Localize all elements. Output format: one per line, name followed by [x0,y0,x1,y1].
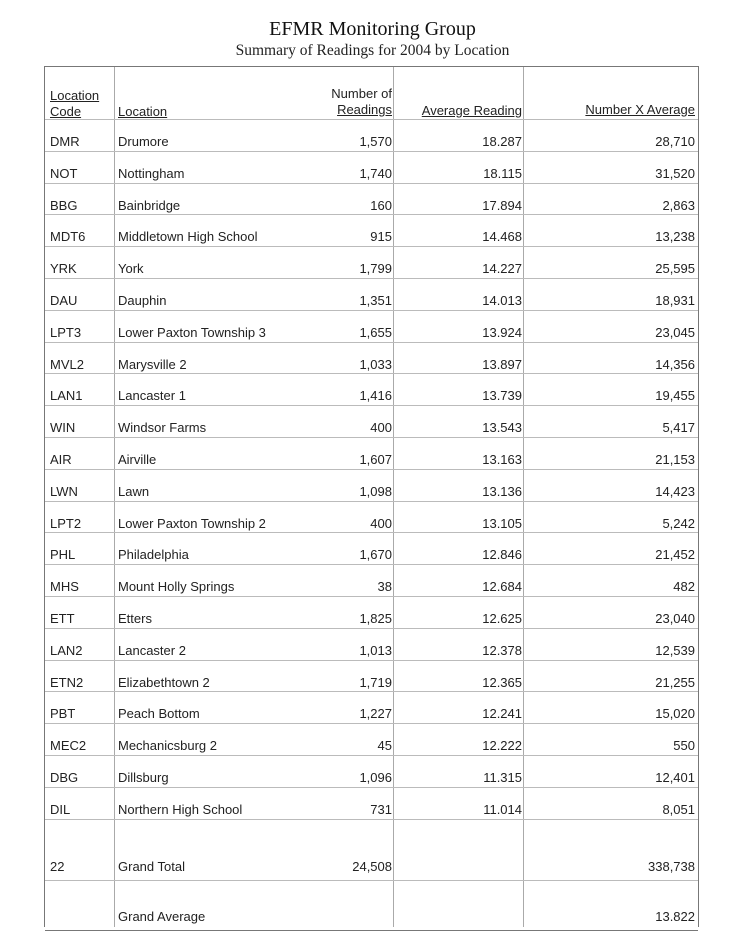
table-row [45,564,698,597]
location-name: York [118,261,144,277]
location-name: Peach Bottom [118,706,200,722]
number-of-readings: 1,033 [359,356,392,372]
header-number-x-average: Number X Average [585,102,695,117]
location-code: DBG [50,770,79,785]
number-of-readings: 1,416 [359,388,392,404]
number-of-readings: 915 [370,229,392,245]
location-name: Middletown High School [118,229,258,245]
location-code: LPT2 [50,515,82,531]
average-reading: 14.013 [482,293,522,308]
document-subtitle: Summary of Readings for 2004 by Location [235,42,510,59]
number-x-average: 550 [673,738,695,754]
number-x-average: 23,040 [655,611,695,626]
location-name: Lower Paxton Township 2 [118,515,266,531]
number-x-average: 8,051 [662,801,695,817]
table-row [45,628,698,661]
table-row [45,469,698,502]
number-x-average: 5,242 [662,515,695,531]
average-reading: 13.739 [482,388,522,404]
number-x-average: 14,356 [655,356,695,372]
location-name: Lower Paxton Township 3 [118,324,266,340]
number-x-average: 21,255 [655,674,695,690]
average-reading: 12.365 [482,674,522,690]
number-x-average: 15,020 [655,706,695,722]
location-code: NOT [50,165,78,181]
average-reading: 13.897 [482,356,522,372]
location-code: BBG [50,197,78,213]
table-row [45,596,698,629]
location-code: PBT [50,706,76,722]
table-row [45,246,698,279]
number-x-average: 21,153 [655,452,695,467]
average-reading: 13.105 [482,515,522,531]
average-reading: 12.378 [482,642,522,658]
location-name: Lancaster 2 [118,642,186,658]
number-x-average: 5,417 [662,420,695,436]
number-of-readings: 1,570 [359,134,392,149]
number-of-readings: 1,740 [359,165,392,181]
average-reading: 13.543 [482,420,522,436]
average-reading: 12.625 [482,611,522,626]
header-location-code-line2: Code [50,104,82,119]
location-code: DMR [50,134,80,149]
location-code: MHS [50,579,79,595]
table-row [45,151,698,184]
table-row [45,660,698,693]
readings-table [44,66,699,927]
average-reading: 13.136 [482,483,522,499]
location-name: Lawn [118,483,150,499]
table-row [45,723,698,756]
location-name: Philadelphia [118,547,189,563]
table-row [45,373,698,406]
location-code: MVL2 [50,356,84,372]
grand-average-row [45,880,698,931]
location-code: WIN [50,420,76,436]
average-reading: 12.222 [482,738,522,754]
average-reading: 14.227 [482,261,522,277]
grand-average-label: Grand Average [118,908,206,924]
header-readings-line2: Readings [337,102,392,117]
number-of-readings: 1,670 [359,547,392,563]
grand-total-row [45,819,698,881]
number-of-readings: 731 [370,801,392,817]
location-name: Etters [118,611,152,626]
header-location-code-line1: Location [50,88,100,103]
table-row [45,501,698,534]
header-location: Location [118,104,168,119]
location-code: DAU [50,293,78,308]
location-code: LPT3 [50,324,82,340]
average-reading: 18.115 [483,165,522,181]
number-of-readings: 1,799 [359,261,392,277]
number-x-average: 13,238 [655,229,695,245]
number-of-readings: 1,351 [359,293,392,308]
number-of-readings: 1,825 [359,611,392,626]
number-x-average: 14,423 [655,483,695,499]
number-x-average: 12,539 [655,642,695,658]
average-reading: 12.846 [482,547,522,563]
average-reading: 17.894 [482,197,522,213]
location-code: PHL [50,547,76,563]
number-of-readings: 45 [377,738,392,754]
location-name: Nottingham [118,165,185,181]
table-row [45,437,698,470]
location-code: MEC2 [50,738,87,754]
average-reading: 13.924 [482,324,522,340]
location-name: Elizabethtown 2 [118,674,210,690]
table-row [45,787,698,820]
location-code: ETT [50,611,75,626]
location-name: Windsor Farms [118,420,207,436]
number-of-readings: 400 [370,515,392,531]
location-code: DIL [50,801,71,817]
number-of-readings: 160 [370,197,392,213]
number-x-average: 482 [673,579,695,595]
location-code: YRK [50,261,77,277]
location-code: LAN2 [50,642,83,658]
number-of-readings: 400 [370,420,392,436]
number-of-readings: 38 [377,579,392,595]
number-x-average: 31,520 [655,165,695,181]
table-row [45,532,698,565]
location-code: AIR [50,452,72,467]
number-x-average: 25,595 [655,261,695,277]
header-row [45,67,698,120]
number-of-readings: 1,013 [359,642,392,658]
number-of-readings: 1,607 [359,452,392,467]
number-of-readings: 1,098 [359,483,392,499]
table-row [45,119,698,152]
number-x-average: 28,710 [655,134,695,149]
table-row [45,278,698,311]
table-row [45,342,698,375]
number-x-average: 19,455 [655,388,695,404]
table-row [45,214,698,247]
location-name: Bainbridge [118,197,181,213]
average-reading: 12.241 [482,706,522,722]
table-row [45,755,698,788]
grand-average-value: 13.822 [655,908,695,924]
number-x-average: 12,401 [655,770,695,785]
grand-total-readings: 24,508 [352,858,392,874]
location-name: Northern High School [118,801,243,817]
location-name: Dillsburg [118,770,169,785]
average-reading: 13.163 [482,452,522,467]
grand-total-label: Grand Total [118,858,185,874]
average-reading: 14.468 [482,229,522,245]
header-average-reading: Average Reading [421,103,522,118]
grand-total-count: 22 [50,858,65,874]
location-name: Drumore [118,134,169,149]
location-name: Mechanicsburg 2 [118,738,217,754]
location-code: MDT6 [50,229,86,245]
number-x-average: 23,045 [655,324,695,340]
average-reading: 18.287 [482,134,522,149]
location-code: LWN [50,483,78,499]
average-reading: 11.014 [483,801,522,817]
location-code: ETN2 [50,674,84,690]
table-row [45,405,698,438]
table-row [45,691,698,724]
grand-total-product: 338,738 [648,858,695,874]
number-of-readings: 1,719 [359,674,392,690]
average-reading: 12.684 [482,579,522,595]
location-name: Mount Holly Springs [118,579,235,595]
number-x-average: 18,931 [655,293,695,308]
table-row [45,310,698,343]
location-name: Lancaster 1 [118,388,186,404]
document-title: EFMR Monitoring Group [269,18,476,40]
location-name: Airville [118,452,157,467]
location-name: Dauphin [118,293,167,308]
number-of-readings: 1,227 [359,706,392,722]
table-row [45,183,698,216]
number-x-average: 2,863 [662,197,695,213]
location-code: LAN1 [50,388,83,404]
average-reading: 11.315 [483,770,522,785]
location-name: Marysville 2 [118,356,187,372]
number-of-readings: 1,096 [359,770,392,785]
number-of-readings: 1,655 [359,324,392,340]
number-x-average: 21,452 [655,547,695,563]
header-readings-line1: Number of [331,86,392,101]
